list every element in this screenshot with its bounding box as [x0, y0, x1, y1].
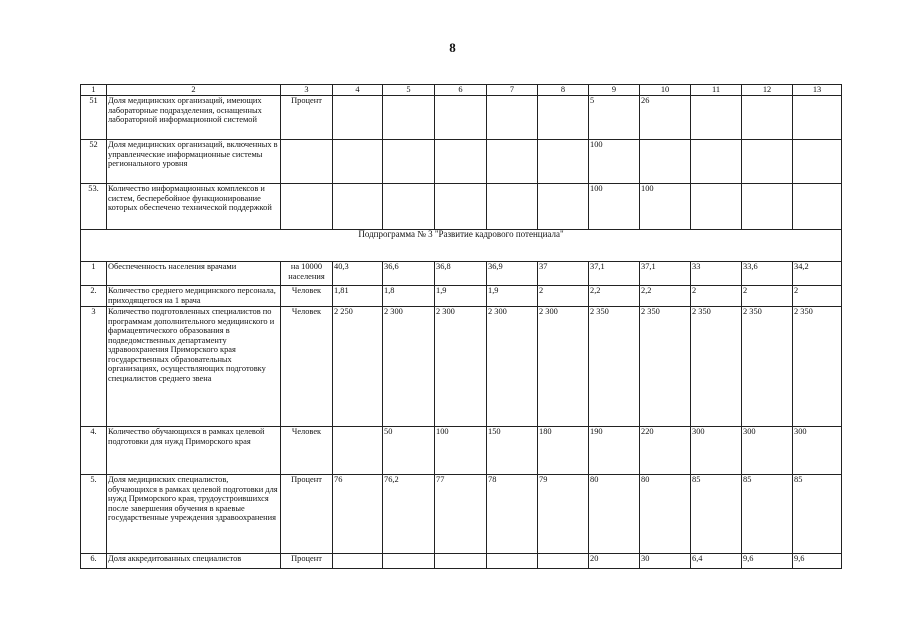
value-cell: 1,9	[435, 286, 487, 307]
value-cell	[538, 184, 589, 230]
unit-cell: Человек	[281, 286, 333, 307]
column-number-cell: 13	[793, 85, 842, 96]
value-cell: 80	[589, 475, 640, 554]
value-cell	[333, 96, 383, 140]
value-cell: 79	[538, 475, 589, 554]
value-cell: 50	[383, 427, 435, 475]
unit-cell: Человек	[281, 427, 333, 475]
value-cell: 40,3	[333, 262, 383, 286]
value-cell: 26	[640, 96, 691, 140]
value-cell: 85	[691, 475, 742, 554]
indicator-name-cell: Количество среднего медицинского персонала, приходящегося на 1 врача	[107, 286, 281, 307]
column-number-cell: 3	[281, 85, 333, 96]
value-cell: 100	[589, 184, 640, 230]
section-title: Подпрограмма № 3 "Развитие кадрового потенциала"	[81, 230, 842, 262]
value-cell	[333, 184, 383, 230]
value-cell	[435, 140, 487, 184]
row-number-cell: 51	[81, 96, 107, 140]
value-cell: 9,6	[793, 554, 842, 569]
value-cell: 36,9	[487, 262, 538, 286]
value-cell: 2 300	[538, 307, 589, 427]
value-cell: 2,2	[640, 286, 691, 307]
value-cell: 77	[435, 475, 487, 554]
value-cell: 34,2	[793, 262, 842, 286]
column-number-cell: 11	[691, 85, 742, 96]
table-row	[81, 475, 842, 554]
column-number-row	[81, 85, 842, 96]
value-cell	[793, 140, 842, 184]
value-cell: 2 350	[691, 307, 742, 427]
row-number-cell: 52	[81, 140, 107, 184]
value-cell: 37,1	[589, 262, 640, 286]
value-cell	[538, 554, 589, 569]
value-cell: 36,8	[435, 262, 487, 286]
column-number-cell: 1	[81, 85, 107, 96]
value-cell: 2 350	[793, 307, 842, 427]
value-cell: 37,1	[640, 262, 691, 286]
value-cell	[333, 140, 383, 184]
value-cell: 36,6	[383, 262, 435, 286]
unit-cell	[281, 184, 333, 230]
indicators-table	[80, 84, 842, 569]
value-cell	[435, 554, 487, 569]
value-cell	[383, 184, 435, 230]
value-cell: 300	[742, 427, 793, 475]
value-cell	[538, 96, 589, 140]
indicator-name-cell: Количество информационных комплексов и систем, бесперебойное функционирование которых обеспечено технической поддержкой	[107, 184, 281, 230]
value-cell: 2 300	[435, 307, 487, 427]
value-cell: 37	[538, 262, 589, 286]
value-cell: 2	[538, 286, 589, 307]
value-cell	[793, 184, 842, 230]
value-cell	[487, 140, 538, 184]
unit-cell: Человек	[281, 307, 333, 427]
value-cell	[487, 184, 538, 230]
value-cell	[383, 554, 435, 569]
value-cell	[333, 554, 383, 569]
value-cell	[383, 140, 435, 184]
value-cell: 85	[793, 475, 842, 554]
value-cell: 20	[589, 554, 640, 569]
row-number-cell: 2.	[81, 286, 107, 307]
value-cell: 300	[691, 427, 742, 475]
value-cell: 1,9	[487, 286, 538, 307]
unit-cell: Процент	[281, 96, 333, 140]
table-row	[81, 262, 842, 286]
value-cell	[435, 96, 487, 140]
value-cell: 76	[333, 475, 383, 554]
value-cell	[691, 184, 742, 230]
value-cell: 6,4	[691, 554, 742, 569]
value-cell: 80	[640, 475, 691, 554]
value-cell: 2	[742, 286, 793, 307]
value-cell: 85	[742, 475, 793, 554]
unit-cell: Процент	[281, 475, 333, 554]
value-cell: 76,2	[383, 475, 435, 554]
table-row	[81, 286, 842, 307]
table-row	[81, 140, 842, 184]
column-number-cell: 10	[640, 85, 691, 96]
value-cell: 2	[793, 286, 842, 307]
column-number-cell: 8	[538, 85, 589, 96]
value-cell	[333, 427, 383, 475]
value-cell: 9,6	[742, 554, 793, 569]
value-cell: 2 300	[487, 307, 538, 427]
table-row	[81, 554, 842, 569]
value-cell	[793, 96, 842, 140]
row-number-cell: 3	[81, 307, 107, 427]
value-cell: 220	[640, 427, 691, 475]
indicator-name-cell: Количество обучающихся в рамках целевой подготовки для нужд Приморского края	[107, 427, 281, 475]
row-number-cell: 1	[81, 262, 107, 286]
column-number-cell: 12	[742, 85, 793, 96]
unit-cell	[281, 140, 333, 184]
value-cell: 33,6	[742, 262, 793, 286]
indicator-name-cell: Количество подготовленных специалистов по программам дополнительного медицинского и фармацевтического образования в подведомственных департаменту здравоохранения Приморского края государственных образовательных организациях, осуществляющих подготовку специалистов среднего звена	[107, 307, 281, 427]
page-number: 8	[449, 40, 456, 55]
indicator-name-cell: Доля аккредитованных специалистов	[107, 554, 281, 569]
value-cell	[742, 140, 793, 184]
value-cell	[435, 184, 487, 230]
value-cell	[742, 96, 793, 140]
value-cell: 1,8	[383, 286, 435, 307]
value-cell	[383, 96, 435, 140]
value-cell	[691, 140, 742, 184]
value-cell: 2	[691, 286, 742, 307]
value-cell: 100	[589, 140, 640, 184]
column-number-cell: 6	[435, 85, 487, 96]
value-cell	[742, 184, 793, 230]
value-cell	[487, 554, 538, 569]
table-row	[81, 184, 842, 230]
indicator-name-cell: Доля медицинских организаций, имеющих лабораторные подразделения, оснащенных лабораторной информационной системой	[107, 96, 281, 140]
indicator-name-cell: Доля медицинских организаций, включенных в управленческие информационные системы регионального уровня	[107, 140, 281, 184]
value-cell: 2,2	[589, 286, 640, 307]
value-cell	[487, 96, 538, 140]
row-number-cell: 5.	[81, 475, 107, 554]
column-number-cell: 4	[333, 85, 383, 96]
unit-cell: Процент	[281, 554, 333, 569]
column-number-cell: 2	[107, 85, 281, 96]
column-number-cell: 5	[383, 85, 435, 96]
value-cell: 2 300	[383, 307, 435, 427]
row-number-cell: 4.	[81, 427, 107, 475]
value-cell: 100	[640, 184, 691, 230]
value-cell: 190	[589, 427, 640, 475]
section-row	[81, 230, 842, 262]
value-cell: 150	[487, 427, 538, 475]
indicator-name-cell: Доля медицинских специалистов, обучающихся в рамках целевой подготовки для нужд Приморского края, трудоустроившихся после завершения обучения в краевые государственные учреждения здравоохранения	[107, 475, 281, 554]
indicator-name-cell: Обеспеченность населения врачами	[107, 262, 281, 286]
value-cell	[538, 140, 589, 184]
table-row	[81, 307, 842, 427]
value-cell: 180	[538, 427, 589, 475]
value-cell: 33	[691, 262, 742, 286]
row-number-cell: 53.	[81, 184, 107, 230]
unit-cell: на 10000 населения	[281, 262, 333, 286]
column-number-cell: 7	[487, 85, 538, 96]
value-cell: 5	[589, 96, 640, 140]
table-row	[81, 96, 842, 140]
row-number-cell: 6.	[81, 554, 107, 569]
value-cell: 1,81	[333, 286, 383, 307]
value-cell: 2 350	[742, 307, 793, 427]
value-cell: 2 350	[589, 307, 640, 427]
value-cell: 300	[793, 427, 842, 475]
value-cell: 2 350	[640, 307, 691, 427]
value-cell: 78	[487, 475, 538, 554]
value-cell: 100	[435, 427, 487, 475]
column-number-cell: 9	[589, 85, 640, 96]
table-row	[81, 427, 842, 475]
value-cell	[640, 140, 691, 184]
value-cell: 30	[640, 554, 691, 569]
value-cell: 2 250	[333, 307, 383, 427]
value-cell	[691, 96, 742, 140]
